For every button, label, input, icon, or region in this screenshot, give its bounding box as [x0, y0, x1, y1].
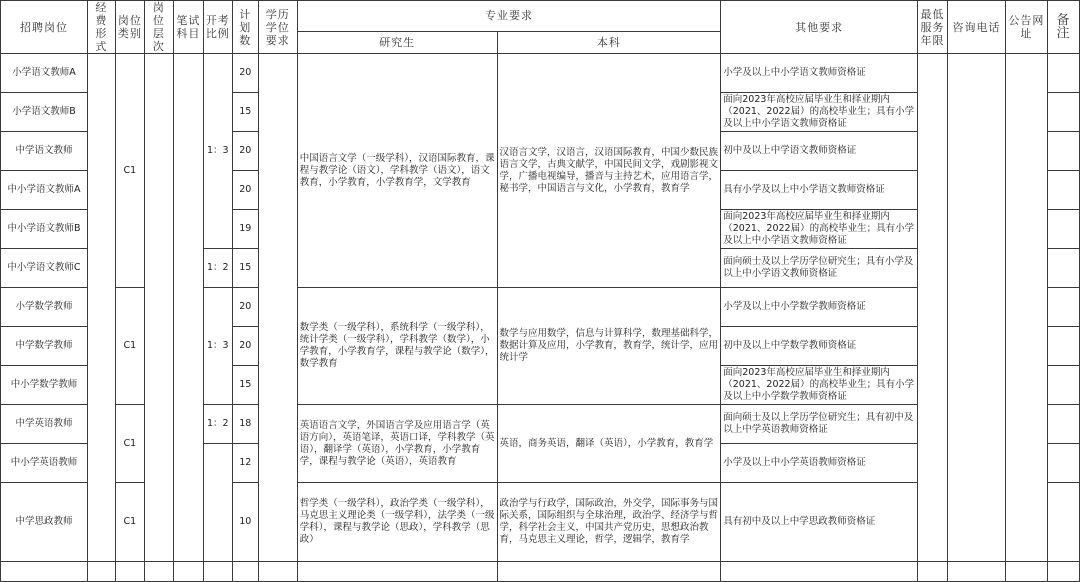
other-req-cell: 面向2023年高校应届毕业生和择业期内（2021、2022届）的高校毕业生；具有小学及以上中小学语文教师资格证	[721, 93, 918, 132]
remarks-cell	[1047, 132, 1079, 171]
position-cell: 小学语文教师B	[1, 93, 88, 132]
header-ratio: 开考比例	[203, 1, 232, 54]
position-cell: 中小学英语教师	[1, 444, 88, 483]
count-cell: 19	[232, 210, 258, 249]
count-cell: 10	[232, 483, 258, 562]
remarks-cell	[1047, 93, 1079, 132]
header-undergraduate: 本科	[497, 31, 721, 53]
remarks-cell	[1047, 327, 1079, 366]
level-cell	[144, 54, 173, 562]
position-cell: 中小学语文教师A	[1, 171, 88, 210]
header-category: 岗位类别	[115, 1, 144, 54]
header-level: 岗位层次	[144, 1, 173, 54]
other-req-cell: 面向硕士及以上学历学位研究生；具有初中及以上中学英语教师资格证	[721, 405, 918, 444]
count-cell: 12	[232, 444, 258, 483]
remarks-cell	[1047, 366, 1079, 405]
position-cell: 中学思政教师	[1, 483, 88, 562]
graduate-major-cell: 中国语言文学（一级学科），汉语国际教育，课程与教学论（语文），学科教学（语文），语文教育，小学教育，小学教育学，文学教育	[297, 54, 497, 288]
graduate-major-cell: 哲学类（一级学科），政治学类（一级学科），马克思主义理论类（一级学科），法学类（一级学科），课程与教学论（思政），学科教学（思政）	[297, 483, 497, 562]
header-major-req: 专业要求	[297, 1, 721, 32]
count-cell: 20	[232, 54, 258, 93]
category-cell: C1	[115, 483, 144, 562]
funding-cell	[87, 54, 115, 562]
position-cell: 中小学语文教师C	[1, 249, 88, 288]
other-req-cell: 面向硕士及以上学历学位研究生；具有小学及以上中小学语文教师资格证	[721, 249, 918, 288]
ratio-cell	[203, 444, 232, 562]
count-cell: 20	[232, 132, 258, 171]
header-plan-count: 计划数	[232, 1, 258, 54]
count-cell: 20	[232, 171, 258, 210]
count-cell: 20	[232, 327, 258, 366]
other-req-cell: 初中及以上中学语文教师资格证	[721, 132, 918, 171]
undergraduate-major-cell: 汉语言文学，汉语言，汉语国际教育，中国少数民族语言文学，古典文献学，中国民间文学，戏剧影视文学，广播电视编导，播音与主持艺术，应用语言学，秘书学，中国语言与文化，小学教育，教育学	[497, 54, 721, 288]
remarks-cell	[1047, 210, 1079, 249]
graduate-major-cell: 数学类（一级学科），系统科学（一级学科），统计学类（一级学科），学科教学（数学），小学教育，小学教育学，课程与教学论（数学），数学教育	[297, 288, 497, 405]
other-req-cell: 具有小学及以上中小学语文教师资格证	[721, 171, 918, 210]
header-phone: 咨询电话	[948, 1, 1006, 54]
count-cell: 15	[232, 93, 258, 132]
other-req-cell: 面向2023年高校应届毕业生和择业期内（2021、2022届）的高校毕业生；具有小学及以上中小学语文教师资格证	[721, 210, 918, 249]
other-req-cell: 具有初中及以上中学思政教师资格证	[721, 483, 918, 562]
remarks-cell	[1047, 54, 1079, 93]
header-degree-req: 学历学位要求	[258, 1, 297, 54]
ratio-cell: 1：2	[203, 249, 232, 288]
graduate-major-cell: 英语语言文学，外国语言学及应用语言学（英语方向），英语笔译，英语口译，学科教学（英语），翻译学（英语），小学教育，小学教育学，课程与教学论（英语），英语教育	[297, 405, 497, 483]
exam-subject-cell	[173, 54, 203, 562]
category-cell: C1	[115, 54, 144, 288]
other-req-cell: 小学及以上中小学语文教师资格证	[721, 54, 918, 93]
count-cell: 15	[232, 249, 258, 288]
remarks-cell	[1047, 249, 1079, 288]
undergraduate-major-cell: 数学与应用数学，信息与计算科学，数理基础科学，数据计算及应用，小学教育，教育学，统计学，应用统计学	[497, 288, 721, 405]
header-graduate: 研究生	[297, 31, 497, 53]
position-cell: 中小学数学教师	[1, 366, 88, 405]
category-cell: C1	[115, 405, 144, 483]
remarks-cell	[1047, 171, 1079, 210]
position-cell: 中学语文教师	[1, 132, 88, 171]
min-service-cell	[918, 54, 948, 562]
table-row	[1, 54, 1080, 93]
remarks-cell	[1047, 483, 1079, 562]
phone-cell	[948, 54, 1006, 562]
remarks-cell	[1047, 444, 1079, 483]
notice-url-cell	[1005, 54, 1047, 562]
position-cell: 中小学语文教师B	[1, 210, 88, 249]
count-cell: 18	[232, 405, 258, 444]
header-remarks: 备注	[1047, 1, 1079, 54]
undergraduate-major-cell: 英语，商务英语，翻译（英语），小学教育，教育学	[497, 405, 721, 483]
header-funding: 经费形式	[87, 1, 115, 54]
other-req-cell: 初中及以上中学数学教师资格证	[721, 327, 918, 366]
position-cell: 中学英语教师	[1, 405, 88, 444]
other-req-cell: 小学及以上中小学英语教师资格证	[721, 444, 918, 483]
count-cell: 15	[232, 366, 258, 405]
ratio-cell: 1：3	[203, 54, 232, 249]
header-min-service: 最低服务年限	[918, 1, 948, 54]
degree-cell	[258, 54, 297, 562]
header-exam-subject: 笔试科目	[173, 1, 203, 54]
other-req-cell: 面向2023年高校应届毕业生和择业期内（2021、2022届）的高校毕业生；具有小学及以上中小学数学教师资格证	[721, 366, 918, 405]
undergraduate-major-cell: 政治学与行政学，国际政治，外交学，国际事务与国际关系，国际组织与全球治理，政治学、经济学与哲学，科学社会主义，中国共产党历史，思想政治教育，马克思主义理论，哲学，逻辑学，教育学	[497, 483, 721, 562]
count-cell: 20	[232, 288, 258, 327]
other-req-cell: 小学及以上中小学数学教师资格证	[721, 288, 918, 327]
header-position: 招聘岗位	[1, 1, 88, 54]
position-cell: 中学数学教师	[1, 327, 88, 366]
position-cell: 小学语文教师A	[1, 54, 88, 93]
header-other-req: 其他要求	[721, 1, 918, 54]
ratio-cell: 1：2	[203, 405, 232, 444]
header-notice-url: 公告网址	[1005, 1, 1047, 54]
category-cell: C1	[115, 288, 144, 405]
remarks-cell	[1047, 288, 1079, 327]
ratio-cell: 1：3	[203, 288, 232, 405]
position-cell: 小学数学教师	[1, 288, 88, 327]
remarks-cell	[1047, 405, 1079, 444]
